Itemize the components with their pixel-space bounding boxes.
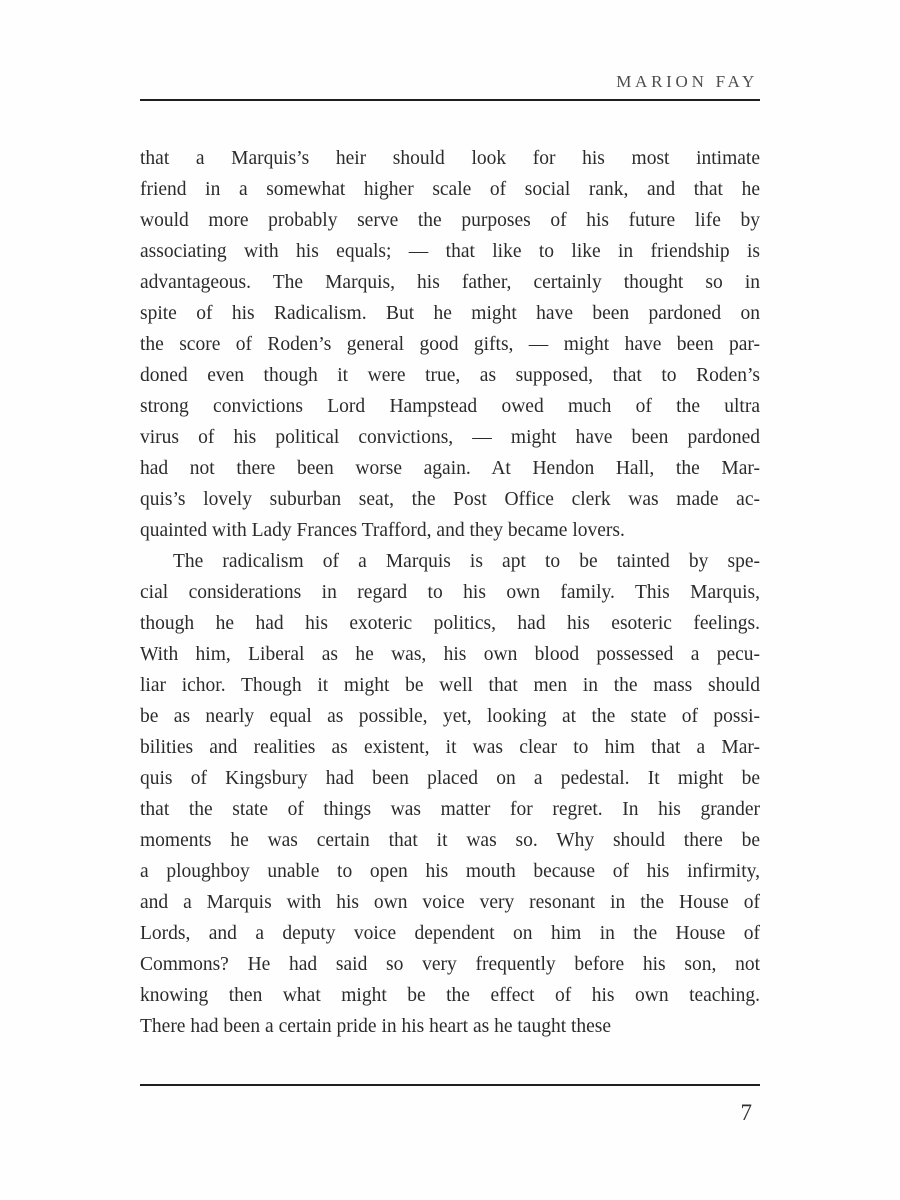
text-line: that the state of things was matter for regret. In his grander xyxy=(140,799,760,820)
text-line: spite of his Radicalism. But he might have been pardoned on xyxy=(140,303,760,324)
text-line: though he had his exoteric politics, had his esoteric feelings. xyxy=(140,613,760,634)
text-line: be as nearly equal as possible, yet, looking at the state of possi- xyxy=(140,706,760,727)
text-line: virus of his political convictions, — might have been pardoned xyxy=(140,427,760,448)
text-line: There had been a certain pride in his heart as he taught these xyxy=(140,1016,612,1037)
running-head-title: MARION FAY xyxy=(616,72,758,91)
text-line: Commons? He had said so very frequently before his son, not xyxy=(140,954,760,975)
text-line: With him, Liberal as he was, his own blood possessed a pecu- xyxy=(140,644,760,665)
text-line: Lords, and a deputy voice dependent on him in the House of xyxy=(140,923,760,944)
text-line: had not there been worse again. At Hendon Hall, the Mar- xyxy=(140,458,760,479)
text-line: quis of Kingsbury had been placed on a pedestal. It might be xyxy=(140,768,760,789)
text-line: cial considerations in regard to his own family. This Marquis, xyxy=(140,582,760,603)
text-line: friend in a somewhat higher scale of social rank, and that he xyxy=(140,179,760,200)
page-number: 7 xyxy=(740,1100,752,1125)
text-line: associating with his equals; — that like to like in friendship is xyxy=(140,241,760,262)
text-line: quis’s lovely suburban seat, the Post Office clerk was made ac- xyxy=(140,489,760,510)
text-line: doned even though it were true, as supposed, that to Roden’s xyxy=(140,365,760,386)
page-content xyxy=(140,0,760,1126)
text-line: strong convictions Lord Hampstead owed much of the ultra xyxy=(140,396,760,417)
text-line: the score of Roden’s general good gifts, — might have been par- xyxy=(140,334,760,355)
page-header xyxy=(140,0,760,101)
text-line: The radicalism of a Marquis is apt to be tainted by spe- xyxy=(173,551,760,572)
text-line: moments he was certain that it was so. Why should there be xyxy=(140,830,760,851)
text-line: advantageous. The Marquis, his father, certainly thought so in xyxy=(140,272,760,293)
footer-rule xyxy=(140,1084,760,1086)
header-rule xyxy=(140,99,760,101)
text-line: bilities and realities as existent, it was clear to him that a Mar- xyxy=(140,737,760,758)
text-line: a ploughboy unable to open his mouth because of his infirmity, xyxy=(140,861,760,882)
text-line: quainted with Lady Frances Trafford, and they became lovers. xyxy=(140,520,625,541)
text-line: would more probably serve the purposes of his future life by xyxy=(140,210,760,231)
text-line: knowing then what might be the effect of his own teaching. xyxy=(140,985,760,1006)
body-text xyxy=(140,143,760,1042)
text-line: that a Marquis’s heir should look for his most intimate xyxy=(140,148,760,169)
text-line: and a Marquis with his own voice very resonant in the House of xyxy=(140,892,760,913)
text-line: liar ichor. Though it might be well that men in the mass should xyxy=(140,675,760,696)
